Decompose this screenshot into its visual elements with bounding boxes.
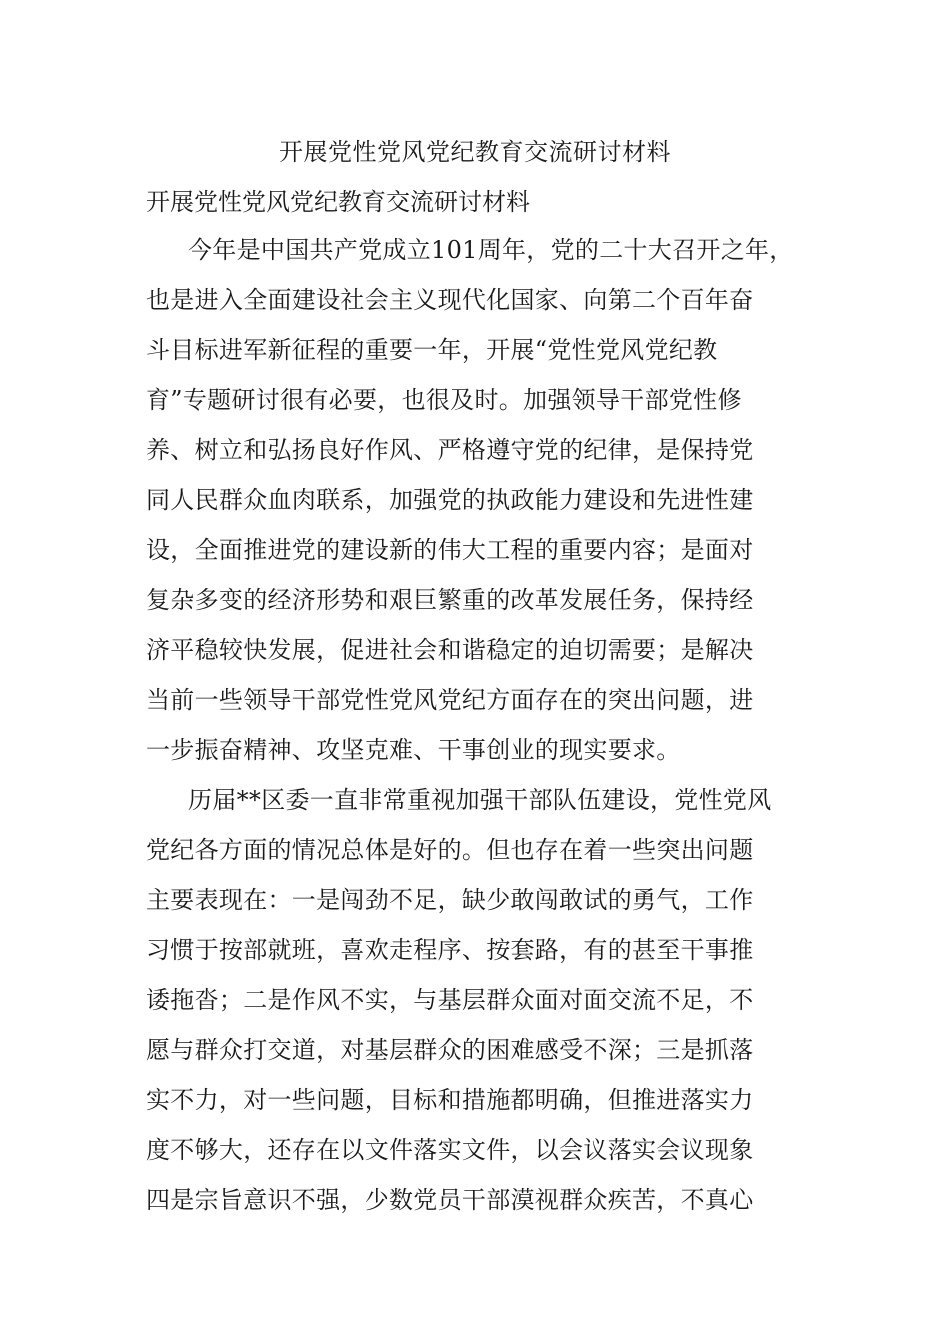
document-subtitle: 开展党性党风党纪教育交流研讨材料 xyxy=(146,188,530,216)
text-line: 一步振奋精神、攻坚克难、干事创业的现实要求。 xyxy=(146,736,681,764)
text-line: 当前一些领导干部党性党风党纪方面存在的突出问题，进 xyxy=(146,686,754,714)
text-line: 党纪各方面的情况总体是好的。但也存在着一些突出问题 xyxy=(146,836,754,864)
text-line: 实不力，对一些问题，目标和措施都明确，但推进落实力 xyxy=(146,1086,754,1114)
text-line: 济平稳较快发展，促进社会和谐稳定的迫切需要；是解决 xyxy=(146,636,754,664)
text-line: 诿拖沓；二是作风不实，与基层群众面对面交流不足，不 xyxy=(146,986,754,1014)
text-line: 也是进入全面建设社会主义现代化国家、向第二个百年奋 xyxy=(146,286,754,314)
text-line: 设，全面推进党的建设新的伟大工程的重要内容；是面对 xyxy=(146,536,754,564)
text-line: 愿与群众打交道，对基层群众的困难感受不深；三是抓落 xyxy=(146,1036,754,1064)
text-line: 四是宗旨意识不强，少数党员干部漠视群众疾苦，不真心 xyxy=(146,1186,754,1214)
text-line: 复杂多变的经济形势和艰巨繁重的改革发展任务，保持经 xyxy=(146,586,754,614)
text-line: 主要表现在：一是闯劲不足，缺少敢闯敢试的勇气，工作 xyxy=(146,886,754,914)
text-line: 历届**区委一直非常重视加强干部队伍建设，党性党风 xyxy=(188,786,772,814)
text-line: 斗目标进军新征程的重要一年，开展“党性党风党纪教 xyxy=(146,336,718,364)
text-line: 养、树立和弘扬良好作风、严格遵守党的纪律，是保持党 xyxy=(146,436,754,464)
document-title: 开展党性党风党纪教育交流研讨材料 xyxy=(279,138,671,166)
text-line: 同人民群众血肉联系，加强党的执政能力建设和先进性建 xyxy=(146,486,754,514)
text-line: 度不够大，还存在以文件落实文件，以会议落实会议现象 xyxy=(146,1136,754,1164)
text-line: 育”专题研讨很有必要，也很及时。加强领导干部党性修 xyxy=(146,386,742,414)
text-line: 习惯于按部就班，喜欢走程序、按套路，有的甚至干事推 xyxy=(146,936,754,964)
text-line: 今年是中国共产党成立101周年，党的二十大召开之年， xyxy=(188,236,794,264)
